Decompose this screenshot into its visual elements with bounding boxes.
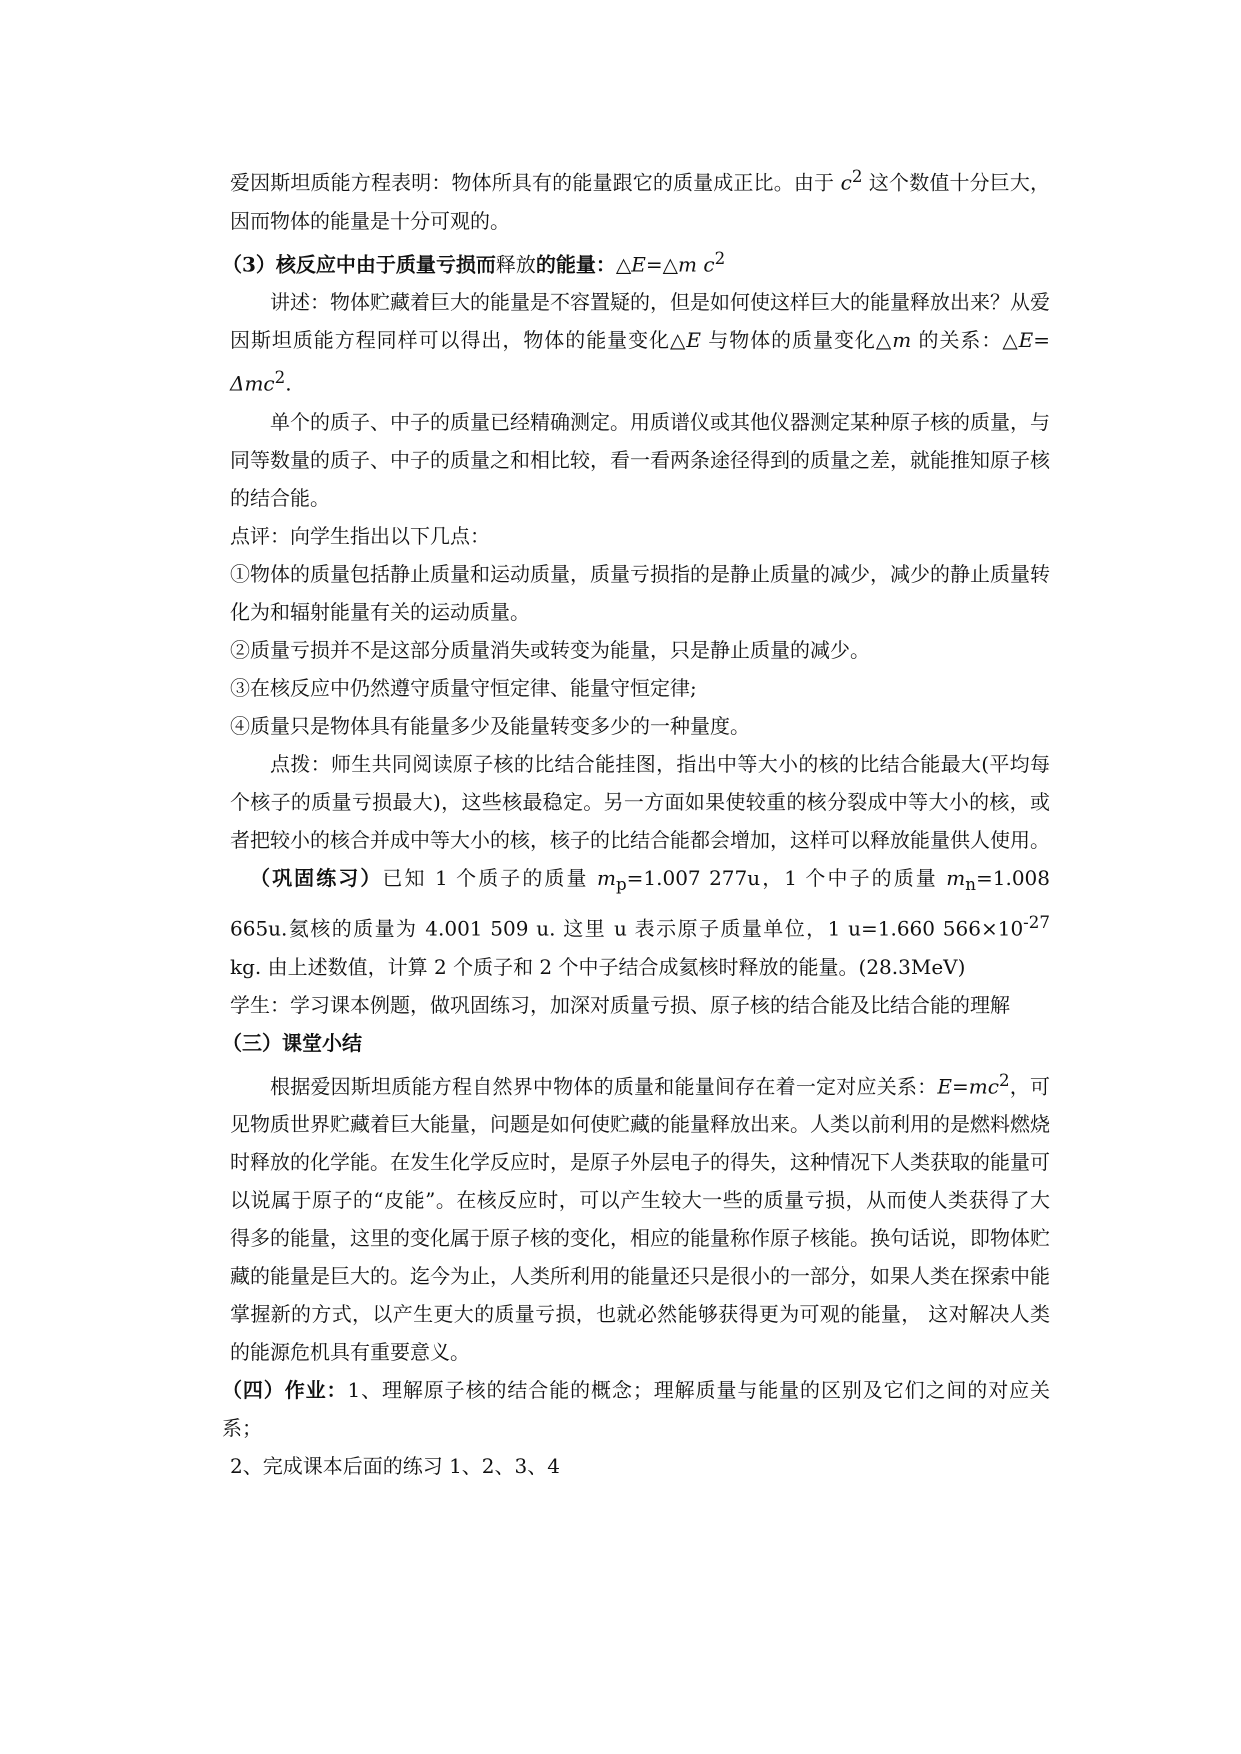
homework-item: 2、完成课本后面的练习 1、2、3、4 [230,1454,560,1479]
heading-text: （3）核反应中由于质量亏损而 [222,252,496,277]
text: kg. 由上述数值，计算 2 个质子和 2 个中子结合成氦核时释放的能量。(28.3MeV) [230,954,966,979]
mass-energy-paragraph [230,158,1050,240]
superscript: 2 [851,167,863,186]
symbol-m: m [597,865,616,890]
exercise-label: （巩固练习） [250,865,383,890]
superscript: 2 [274,368,286,388]
symbol-m: m [946,865,966,890]
text: 爱因斯坦质能方程表明：物体所具有的能量跟它的质量成正比。由于 [230,170,841,195]
text: 这个数值十分巨大，因而物体的能量是十分可观的。 [230,170,1051,233]
text: 与物体的质量变化 [700,328,876,353]
point-item: ④质量只是物体具有能量多少及能量转变多少的一种量度。 [230,713,750,738]
text: 讲述：物体贮藏着巨大的能量是不容置疑的，但是如何使这样巨大的能量释放出来？从爱因斯坦质能方程同样可以得出，物体的能量变化 [230,290,1050,353]
superscript: 2 [998,1070,1010,1090]
homework-item: 1、理解原子核的结合能的概念；理解质量与能量的区别及它们之间的对应关系； [222,1378,1051,1441]
comment-title: 点评：向学生指出以下几点： [230,523,490,548]
text: ，可见物质世界贮藏着巨大能量，问题是如何使贮藏的能量释放出来。人类以前利用的是燃料燃烧时释放的化学能。在发生化学反应时，是原子外层电子的得失，这种情况下人类获取的能量可以说属于原子的“皮能”。在核反应时，可以产生较大一些的质量亏损，从而使人类获得了大得多的能量，这里的变化属于原子核的变化，相应的能量称作原子核能。换句话说，即物体贮藏的能量是巨大的。迄今为止，人类所利用的能量还只是很小的一部分，如果人类在探索中能掌握新的方式，以产生更大的质量亏损，也就必然能够获得更为可观的能量， 这对解决人类的能源危机具有重要意义。 [230,1074,1051,1365]
homework-paragraph [222,1371,1050,1447]
homework-label: （四）作业： [222,1378,348,1403]
page-body [222,158,1051,1485]
subscript: n [965,874,976,894]
summary-paragraph [230,1062,1050,1372]
heading-text: 释放 [495,252,536,277]
text: 根据爱因斯坦质能方程自然界中物体的质量和能量间存在着一定对应关系： [270,1074,938,1099]
point-item: ③在核反应中仍然遵守质量守恒定律、能量守恒定律; [230,675,697,700]
superscript: -27 [1023,912,1050,932]
text: . [285,371,292,396]
superscript: 2 [714,248,726,268]
text: =1.008 665u.氦核的质量为 4.001 509 u. 这里 u 表示原子质量单位，1 u=1.660 566×10 [230,865,1050,941]
heading-text: 的能量： [535,252,616,277]
text: 已知 1 个质子的质量 [382,865,597,890]
formula: △E=△m c [615,252,715,277]
symbol-c: c [840,170,852,195]
section-heading-summary: （三）课堂小结 [222,1030,362,1055]
subscript: p [615,874,627,894]
section-heading-3 [222,240,1050,284]
point-item: ②质量亏损并不是这部分质量消失或转变为能量，只是静止质量的减少。 [230,637,870,662]
exercise-paragraph [230,859,1050,986]
lecture-paragraph [230,283,1050,403]
formula: △E= Δmc [230,328,1051,396]
point-item: ①物体的质量包括静止质量和运动质量，质量亏损指的是静止质量的减少，减少的静止质量转化为和辐射能量有关的运动质量。 [230,561,1050,624]
text: =1.007 277u，1 个中子的质量 [626,865,947,890]
student-paragraph: 学生：学习课本例题，做巩固练习，加深对质量亏损、原子核的结合能及比结合能的理解 [230,992,1010,1017]
text: 的关系： [911,328,1003,353]
formula: △m [875,328,912,353]
formula: △E [670,328,701,353]
measurement-paragraph: 单个的质子、中子的质量已经精确测定。用质谱仪或其他仪器测定某种原子核的质量，与同等数量的质子、中子的质量之和相比较，看一看两条途径得到的质量之差，就能推知原子核的结合能。 [230,409,1050,510]
formula: E=mc [937,1074,999,1099]
guidance-paragraph: 点拨：师生共同阅读原子核的比结合能挂图，指出中等大小的核的比结合能最大(平均每个核子的质量亏损最大)，这些核最稳定。另一方面如果使较重的核分裂成中等大小的核，或者把较小的核合并成中等大小的核，核子的比结合能都会增加，这样可以释放能量供人使用。 [230,751,1050,852]
